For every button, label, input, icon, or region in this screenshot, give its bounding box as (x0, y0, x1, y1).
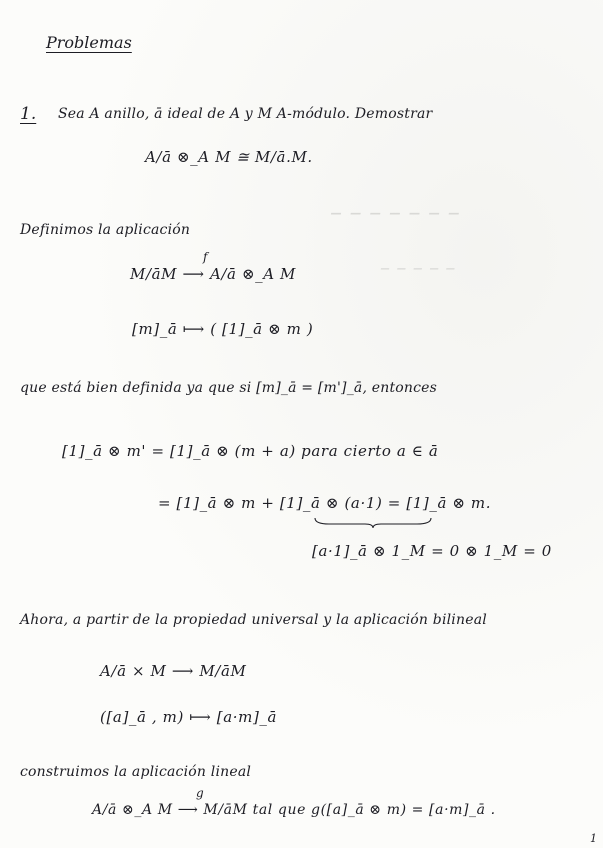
map-f-label: f (203, 250, 208, 264)
equation-2: = [1]_ā ⊗ m + [1]_ā ⊗ (a·1) = [1]_ā ⊗ m. (158, 494, 492, 512)
map-g: A/ā ⊗_A M ⟶ M/āM tal que g([a]_ā ⊗ m) = [a·m]_ā . (92, 802, 496, 818)
map-g-label: g (196, 786, 204, 800)
ahora-text: Ahora, a partir de la propiedad universal y la aplicación bilineal (20, 612, 487, 628)
bilinear-map-rule: ([a]_ā , m) ⟼ [a·m]_ā (100, 708, 278, 726)
page-number: 1 (590, 832, 598, 845)
equation-1: [1]_ā ⊗ m' = [1]_ā ⊗ (m + a) para cierto a ∈ ā (62, 442, 439, 460)
bleed-through-text: – – – – – – – (330, 198, 460, 226)
well-defined-text: que está bien definida ya que si [m]_ā = [m']_ā, entonces (20, 380, 438, 396)
problem-statement: Sea A anillo, ā ideal de A y M A-módulo. Demostrar (58, 106, 433, 122)
problem-number: 1. (20, 104, 37, 124)
problem-claim: A/ā ⊗_A M ≅ M/ā.M. (145, 148, 313, 166)
underbrace (313, 516, 433, 528)
map-f: M/āM ⟶ A/ā ⊗_A M (130, 265, 296, 283)
bleed-through-text: – – – – – (380, 255, 456, 279)
bilinear-map: A/ā × M ⟶ M/āM (100, 662, 247, 680)
page-title: Problemas (46, 33, 132, 52)
map-f-rule: [m]_ā ⟼ ( [1]_ā ⊗ m ) (132, 320, 314, 338)
construct-text: construimos la aplicación lineal (20, 764, 252, 780)
definition-intro: Definimos la aplicación (20, 222, 191, 238)
equation-3: [a·1]_ā ⊗ 1_M = 0 ⊗ 1_M = 0 (312, 542, 552, 560)
